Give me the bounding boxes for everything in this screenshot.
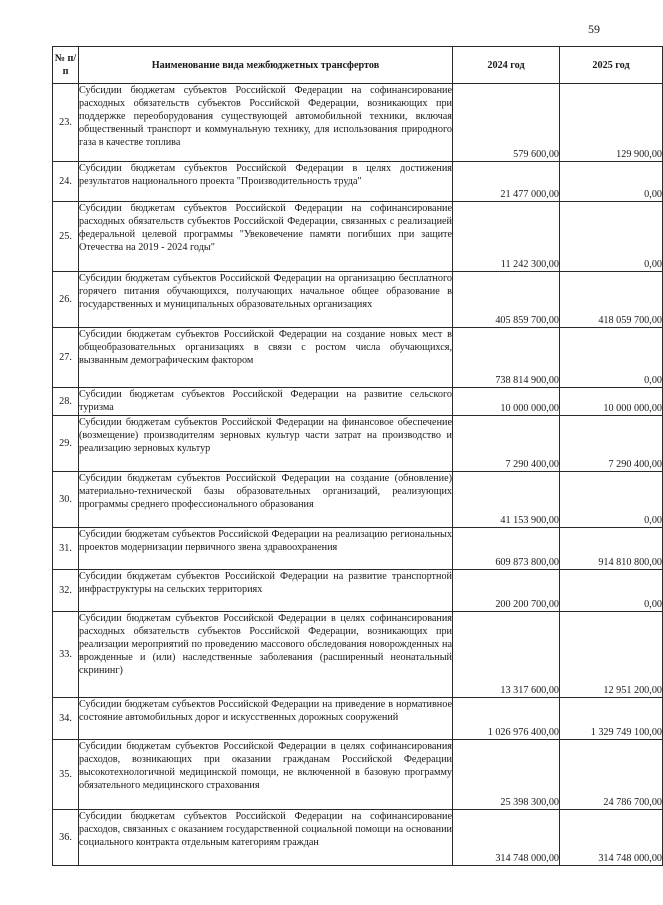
row-amount-2025: 314 748 000,00 [560, 810, 663, 866]
row-amount-2024: 200 200 700,00 [453, 570, 560, 612]
row-amount-2025: 0,00 [560, 162, 663, 202]
table-row [53, 612, 663, 698]
row-amount-2024: 738 814 900,00 [453, 328, 560, 388]
row-amount-2025: 24 786 700,00 [560, 740, 663, 810]
page-number: 59 [588, 22, 600, 36]
row-amount-2024: 11 242 300,00 [453, 202, 560, 272]
table-row [53, 162, 663, 202]
row-name: Субсидии бюджетам субъектов Российской Федерации на софинансирование расходных обязательств субъектов Российской Федерации, возникающих при поддержке переоборудования существующей автомобильной техники, включая общественный транспорт и коммунальную технику, для использования природного газа в качестве топлива [79, 84, 453, 162]
table-row [53, 698, 663, 740]
row-name: Субсидии бюджетам субъектов Российской Федерации в целях софинансирования расходных обязательств субъектов Российской Федерации, возникающих при реализации мероприятий по проведению массового обследования новорожденных на врожденные и (или) наследственные заболевания (расширенный неонатальный скрининг) [79, 612, 453, 698]
row-amount-2025: 418 059 700,00 [560, 272, 663, 328]
row-num: 34. [53, 698, 79, 740]
row-num: 24. [53, 162, 79, 202]
header-2024: 2024 год [453, 47, 560, 84]
row-amount-2024: 405 859 700,00 [453, 272, 560, 328]
row-amount-2025: 7 290 400,00 [560, 416, 663, 472]
row-amount-2025: 1 329 749 100,00 [560, 698, 663, 740]
row-name: Субсидии бюджетам субъектов Российской Федерации на приведение в нормативное состояние автомобильных дорог и искусственных дорожных сооружений [79, 698, 453, 740]
header-name: Наименование вида межбюджетных трансфертов [79, 47, 453, 84]
row-name: Субсидии бюджетам субъектов Российской Федерации на развитие сельского туризма [79, 388, 453, 416]
row-num: 30. [53, 472, 79, 528]
row-amount-2025: 0,00 [560, 472, 663, 528]
row-name: Субсидии бюджетам субъектов Российской Федерации на организацию бесплатного горячего питания обучающихся, получающих начальное общее образование в государственных и муниципальных образовательных организациях [79, 272, 453, 328]
row-num: 35. [53, 740, 79, 810]
row-num: 33. [53, 612, 79, 698]
row-amount-2024: 609 873 800,00 [453, 528, 560, 570]
row-name: Субсидии бюджетам субъектов Российской Федерации на софинансирование расходов, связанных с оказанием государственной социальной помощи на основании социального контракта отдельным категориям граждан [79, 810, 453, 866]
table-header-row [53, 47, 663, 84]
row-amount-2025: 12 951 200,00 [560, 612, 663, 698]
row-name: Субсидии бюджетам субъектов Российской Федерации на создание (обновление) материально-технической базы образовательных организаций, реализующих программы среднего профессионального образования [79, 472, 453, 528]
table-row [53, 528, 663, 570]
table-row [53, 810, 663, 866]
row-amount-2024: 10 000 000,00 [453, 388, 560, 416]
row-name: Субсидии бюджетам субъектов Российской Федерации на реализацию региональных проектов модернизации первичного звена здравоохранения [79, 528, 453, 570]
table-row [53, 570, 663, 612]
row-amount-2025: 10 000 000,00 [560, 388, 663, 416]
header-num: № п/п [53, 47, 79, 84]
row-amount-2024: 13 317 600,00 [453, 612, 560, 698]
row-name: Субсидии бюджетам субъектов Российской Федерации на софинансирование расходных обязательств субъектов Российской Федерации, связанных с реализацией федеральной целевой программы "Увековечение памяти погибших при защите Отечества на 2019 - 2024 годы" [79, 202, 453, 272]
row-amount-2024: 21 477 000,00 [453, 162, 560, 202]
row-amount-2024: 25 398 300,00 [453, 740, 560, 810]
row-amount-2025: 0,00 [560, 202, 663, 272]
row-num: 32. [53, 570, 79, 612]
row-name: Субсидии бюджетам субъектов Российской Федерации на финансовое обеспечение (возмещение) производителям зерновых культур части затрат на производство и реализацию зерновых культур [79, 416, 453, 472]
row-amount-2024: 7 290 400,00 [453, 416, 560, 472]
row-name: Субсидии бюджетам субъектов Российской Федерации на создание новых мест в общеобразовательных организациях в связи с ростом числа обучающихся, вызванным демографическим фактором [79, 328, 453, 388]
table-row [53, 328, 663, 388]
header-2025: 2025 год [560, 47, 663, 84]
row-name: Субсидии бюджетам субъектов Российской Федерации на развитие транспортной инфраструктуры на сельских территориях [79, 570, 453, 612]
table-row [53, 202, 663, 272]
row-num: 26. [53, 272, 79, 328]
row-num: 28. [53, 388, 79, 416]
table-row [53, 740, 663, 810]
row-num: 31. [53, 528, 79, 570]
transfers-table [52, 46, 663, 866]
table-row [53, 84, 663, 162]
table-row [53, 388, 663, 416]
row-amount-2025: 0,00 [560, 328, 663, 388]
row-num: 36. [53, 810, 79, 866]
row-name: Субсидии бюджетам субъектов Российской Федерации в целях достижения результатов национального проекта "Производительность труда" [79, 162, 453, 202]
row-num: 25. [53, 202, 79, 272]
row-num: 29. [53, 416, 79, 472]
row-num: 27. [53, 328, 79, 388]
table-row [53, 272, 663, 328]
row-amount-2024: 41 153 900,00 [453, 472, 560, 528]
row-amount-2025: 914 810 800,00 [560, 528, 663, 570]
row-amount-2024: 579 600,00 [453, 84, 560, 162]
row-amount-2025: 129 900,00 [560, 84, 663, 162]
table-row [53, 416, 663, 472]
table-row [53, 472, 663, 528]
row-amount-2025: 0,00 [560, 570, 663, 612]
row-amount-2024: 314 748 000,00 [453, 810, 560, 866]
row-amount-2024: 1 026 976 400,00 [453, 698, 560, 740]
row-num: 23. [53, 84, 79, 162]
row-name: Субсидии бюджетам субъектов Российской Федерации в целях софинансирования расходов, возникающих при оказании гражданам Российской Федерации высокотехнологичной медицинской помощи, не включенной в базовую программу обязательного медицинского страхования [79, 740, 453, 810]
